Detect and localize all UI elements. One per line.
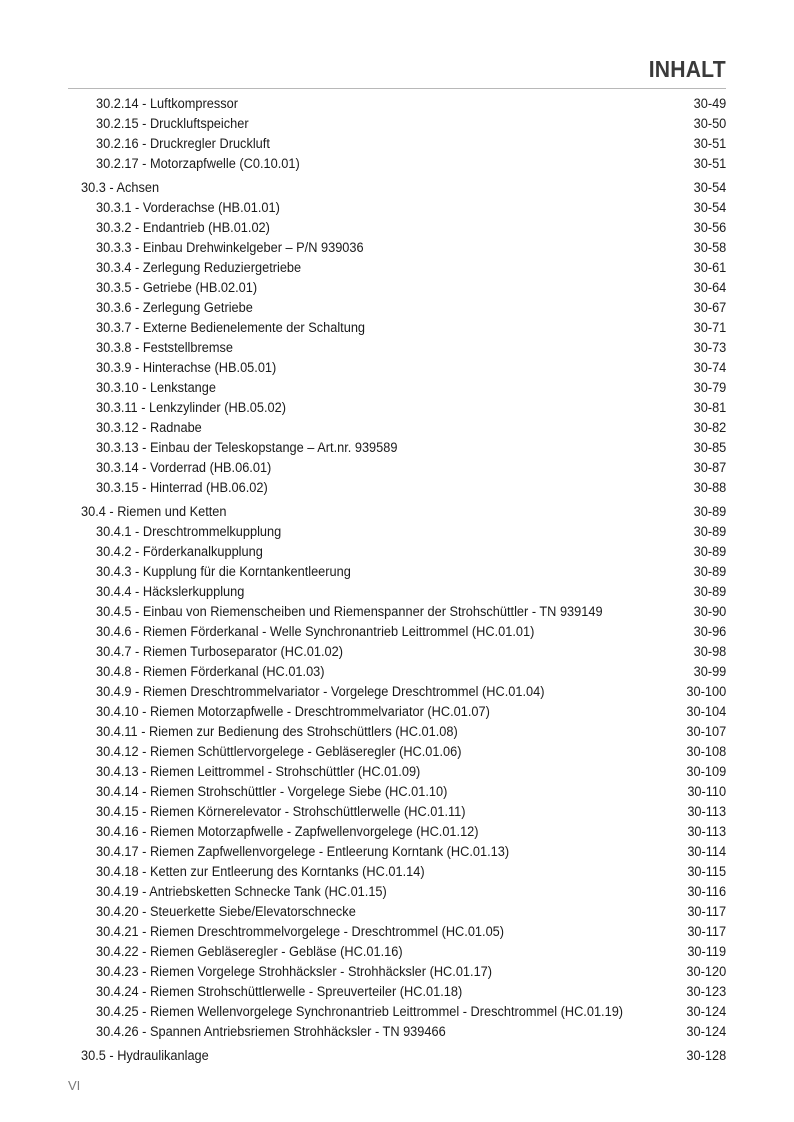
toc-entry-page: 30-74 (693, 360, 726, 376)
toc-entry-page: 30-119 (687, 944, 726, 960)
toc-entry-page: 30-61 (693, 260, 726, 276)
toc-entry-page: 30-109 (686, 764, 726, 780)
toc-entry-page: 30-51 (693, 136, 726, 152)
toc-entry-page: 30-82 (693, 420, 726, 436)
toc-entry-page: 30-85 (693, 440, 726, 456)
toc-entry-title: 30.4 - Riemen und Ketten (81, 504, 227, 520)
toc-entry-title: 30.3.5 - Getriebe (HB.02.01) (96, 280, 258, 296)
toc-entry-title: 30.4.16 - Riemen Motorzapfwelle - Zapfwellenvorgelege (HC.01.12) (96, 824, 479, 840)
toc-entry[interactable] (68, 318, 726, 338)
toc-entry[interactable] (68, 982, 726, 1002)
page-title: INHALT (648, 56, 726, 82)
toc-entry-title: 30.5 - Hydraulikanlage (81, 1048, 209, 1064)
toc-entry[interactable] (68, 862, 726, 882)
toc-entry-title: 30.4.1 - Dreschtrommelkupplung (96, 524, 282, 540)
toc-entry-page: 30-89 (693, 584, 726, 600)
toc-entry-page: 30-117 (687, 904, 726, 920)
toc-entry-title: 30.4.24 - Riemen Strohschüttlerwelle - Spreuverteiler (HC.01.18) (96, 984, 463, 1000)
toc-entry-page: 30-98 (693, 644, 726, 660)
toc-entry-title: 30.4.10 - Riemen Motorzapfwelle - Dreschtrommelvariator (HC.01.07) (96, 704, 490, 720)
toc-entry-title: 30.4.15 - Riemen Körnerelevator - Strohschüttlerwelle (HC.01.11) (96, 804, 466, 820)
toc-entry-page: 30-50 (693, 116, 726, 132)
toc-entry-page: 30-100 (686, 684, 726, 700)
toc-entry-title: 30.3.6 - Zerlegung Getriebe (96, 300, 253, 316)
toc-entry-page: 30-54 (693, 200, 726, 216)
toc-entry[interactable] (68, 238, 726, 258)
toc-entry-title: 30.4.21 - Riemen Dreschtrommelvorgelege - Dreschtrommel (HC.01.05) (96, 924, 505, 940)
toc-entry-page: 30-54 (693, 180, 726, 196)
toc-entry[interactable] (68, 338, 726, 358)
header-divider (68, 88, 726, 89)
toc-entry-page: 30-73 (693, 340, 726, 356)
toc-entry-title: 30.3.15 - Hinterrad (HB.06.02) (96, 480, 268, 496)
toc-entry[interactable] (68, 154, 726, 174)
toc-entry[interactable] (68, 922, 726, 942)
toc-entry[interactable] (68, 622, 726, 642)
toc-entry-title: 30.3.12 - Radnabe (96, 420, 202, 436)
toc-entry-page: 30-113 (687, 824, 726, 840)
toc-entry[interactable] (68, 762, 726, 782)
toc-entry-page: 30-117 (687, 924, 726, 940)
toc-entry-page: 30-115 (687, 864, 726, 880)
toc-entry-page: 30-108 (686, 744, 726, 760)
toc-entry-page: 30-89 (693, 504, 726, 520)
toc-entry-title: 30.3.3 - Einbau Drehwinkelgeber – P/N 939036 (96, 240, 364, 256)
toc-entry-title: 30.4.20 - Steuerkette Siebe/Elevatorschnecke (96, 904, 356, 920)
toc-entry-page: 30-113 (687, 804, 726, 820)
toc-entry[interactable] (68, 542, 726, 562)
toc-entry-title: 30.4.5 - Einbau von Riemenscheiben und Riemenspanner der Strohschüttler - TN 939149 (96, 604, 603, 620)
toc-entry-title: 30.2.14 - Luftkompressor (96, 96, 238, 112)
toc-entry[interactable] (68, 398, 726, 418)
toc-entry[interactable] (68, 582, 726, 602)
toc-section-entry[interactable] (68, 1046, 726, 1066)
toc-entry[interactable] (68, 722, 726, 742)
toc-entry-title: 30.4.26 - Spannen Antriebsriemen Strohhäcksler - TN 939466 (96, 1024, 446, 1040)
toc-entry-title: 30.2.15 - Druckluftspeicher (96, 116, 249, 132)
toc-entry-title: 30.4.19 - Antriebsketten Schnecke Tank (HC.01.15) (96, 884, 387, 900)
toc-entry[interactable] (68, 378, 726, 398)
toc-entry-page: 30-89 (693, 544, 726, 560)
toc-entry[interactable] (68, 642, 726, 662)
toc-entry[interactable] (68, 602, 726, 622)
toc-entry-page: 30-71 (693, 320, 726, 336)
toc-entry[interactable] (68, 842, 726, 862)
toc-entry[interactable] (68, 114, 726, 134)
toc-entry[interactable] (68, 358, 726, 378)
toc-entry-title: 30.4.22 - Riemen Gebläseregler - Gebläse (HC.01.16) (96, 944, 403, 960)
toc-entry-title: 30.4.17 - Riemen Zapfwellenvorgelege - Entleerung Korntank (HC.01.13) (96, 844, 510, 860)
toc-entry-page: 30-81 (693, 400, 726, 416)
toc-entry-title: 30.4.3 - Kupplung für die Korntankentleerung (96, 564, 351, 580)
toc-entry-title: 30.3.1 - Vorderachse (HB.01.01) (96, 200, 280, 216)
toc-entry[interactable] (68, 278, 726, 298)
toc-entry[interactable] (68, 782, 726, 802)
toc-entry[interactable] (68, 882, 726, 902)
toc-entry[interactable] (68, 134, 726, 154)
toc-entry-page: 30-67 (693, 300, 726, 316)
toc-entry-page: 30-89 (693, 564, 726, 580)
toc-entry-title: 30.4.13 - Riemen Leittrommel - Strohschüttler (HC.01.09) (96, 764, 421, 780)
toc-entry-title: 30.3.11 - Lenkzylinder (HB.05.02) (96, 400, 286, 416)
toc-entry-title: 30.3.4 - Zerlegung Reduziergetriebe (96, 260, 302, 276)
toc-entry-title: 30.4.23 - Riemen Vorgelege Strohhäcksler - Strohhäcksler (HC.01.17) (96, 964, 493, 980)
toc-entry-page: 30-124 (686, 1024, 726, 1040)
toc-entry-title: 30.4.18 - Ketten zur Entleerung des Korntanks (HC.01.14) (96, 864, 425, 880)
toc-entry-page: 30-124 (686, 1004, 726, 1020)
toc-entry-page: 30-120 (686, 964, 726, 980)
toc-section-entry[interactable] (68, 502, 726, 522)
toc-entry-page: 30-128 (686, 1048, 726, 1064)
toc-entry-page: 30-90 (693, 604, 726, 620)
toc-entry-title: 30.4.6 - Riemen Förderkanal - Welle Synchronantrieb Leittrommel (HC.01.01) (96, 624, 535, 640)
toc-entry-page: 30-104 (686, 704, 726, 720)
toc-entry[interactable] (68, 902, 726, 922)
toc-entry[interactable] (68, 942, 726, 962)
toc-entry-title: 30.3.10 - Lenkstange (96, 380, 216, 396)
toc-entry-title: 30.4.12 - Riemen Schüttlervorgelege - Gebläseregler (HC.01.06) (96, 744, 462, 760)
toc-entry-page: 30-88 (693, 480, 726, 496)
toc-entry[interactable] (68, 418, 726, 438)
toc-entry[interactable] (68, 1022, 726, 1042)
toc-entry-title: 30.3.13 - Einbau der Teleskopstange – Art.nr. 939589 (96, 440, 398, 456)
toc-entry-page: 30-116 (687, 884, 726, 900)
toc-entry-title: 30.4.25 - Riemen Wellenvorgelege Synchronantrieb Leittrommel - Dreschtrommel (HC.01.19) (96, 1004, 624, 1020)
page-number: VI (68, 1078, 81, 1093)
toc-entry-page: 30-96 (693, 624, 726, 640)
toc-entry-page: 30-87 (693, 460, 726, 476)
toc-entry-title: 30.4.11 - Riemen zur Bedienung des Strohschüttlers (HC.01.08) (96, 724, 458, 740)
toc-entry-title: 30.3.8 - Feststellbremse (96, 340, 233, 356)
toc-entry[interactable] (68, 94, 726, 114)
toc-entry[interactable] (68, 802, 726, 822)
toc-entry[interactable] (68, 962, 726, 982)
toc-entry-title: 30.3.2 - Endantrieb (HB.01.02) (96, 220, 270, 236)
toc-entry-page: 30-89 (693, 524, 726, 540)
toc-entry-page: 30-64 (693, 280, 726, 296)
toc-entry-title: 30.4.9 - Riemen Dreschtrommelvariator - Vorgelege Dreschtrommel (HC.01.04) (96, 684, 545, 700)
toc-entry-title: 30.3 - Achsen (81, 180, 160, 196)
toc-entry[interactable] (68, 458, 726, 478)
toc-entry-page: 30-49 (693, 96, 726, 112)
toc-entry-page: 30-110 (687, 784, 726, 800)
toc-entry[interactable] (68, 562, 726, 582)
toc-entry-title: 30.4.14 - Riemen Strohschüttler - Vorgelege Siebe (HC.01.10) (96, 784, 448, 800)
toc-entry-title: 30.4.8 - Riemen Förderkanal (HC.01.03) (96, 664, 325, 680)
toc-entry-page: 30-56 (693, 220, 726, 236)
toc-entry[interactable] (68, 198, 726, 218)
toc-entry-page: 30-114 (687, 844, 726, 860)
toc-entry-page: 30-99 (693, 664, 726, 680)
toc-entry-page: 30-123 (686, 984, 726, 1000)
toc-entry-page: 30-51 (693, 156, 726, 172)
toc-entry[interactable] (68, 682, 726, 702)
toc-entry-title: 30.4.2 - Förderkanalkupplung (96, 544, 263, 560)
toc-entry-title: 30.3.14 - Vorderrad (HB.06.01) (96, 460, 272, 476)
toc-entry-title: 30.2.16 - Druckregler Druckluft (96, 136, 270, 152)
toc-entry[interactable] (68, 662, 726, 682)
toc-entry-title: 30.4.4 - Häckslerkupplung (96, 584, 245, 600)
toc-entry[interactable] (68, 218, 726, 238)
toc-entry[interactable] (68, 522, 726, 542)
table-of-contents (68, 94, 726, 1066)
toc-entry-title: 30.3.7 - Externe Bedienelemente der Schaltung (96, 320, 366, 336)
toc-entry-title: 30.4.7 - Riemen Turboseparator (HC.01.02) (96, 644, 343, 660)
toc-entry-title: 30.3.9 - Hinterachse (HB.05.01) (96, 360, 277, 376)
toc-entry-page: 30-107 (686, 724, 726, 740)
toc-entry[interactable] (68, 702, 726, 722)
toc-entry[interactable] (68, 258, 726, 278)
toc-entry[interactable] (68, 478, 726, 498)
toc-entry[interactable] (68, 438, 726, 458)
toc-entry-page: 30-79 (693, 380, 726, 396)
toc-entry-title: 30.2.17 - Motorzapfwelle (C0.10.01) (96, 156, 300, 172)
toc-entry[interactable] (68, 742, 726, 762)
toc-entry[interactable] (68, 298, 726, 318)
toc-entry-page: 30-58 (693, 240, 726, 256)
toc-entry[interactable] (68, 1002, 726, 1022)
toc-entry[interactable] (68, 822, 726, 842)
toc-section-entry[interactable] (68, 178, 726, 198)
